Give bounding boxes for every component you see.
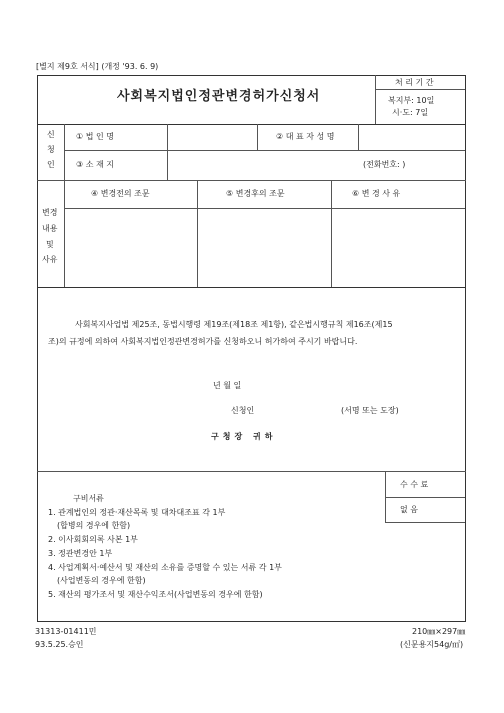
applicant-side-label-2: 청: [47, 145, 55, 154]
rep-name-field[interactable]: [361, 127, 463, 147]
address-label: ③ 소 재 지: [76, 160, 114, 169]
changes-side-label-1: 변경: [42, 208, 58, 217]
address-field[interactable]: [170, 153, 350, 177]
applicant-side-label-3: 인: [47, 160, 55, 169]
col-before-header: ④ 변경전의 조문: [91, 189, 150, 198]
corp-name-field[interactable]: [170, 127, 254, 147]
after-article-field[interactable]: [199, 210, 329, 285]
document-item-2: 2. 이사회회의록 사본 1부: [48, 535, 138, 544]
document-item-5: 5. 재산의 평가조서 및 재산수익조서(사업변동의 경우에 한함): [48, 590, 263, 599]
body-text-line-2: 조)의 규정에 의하여 사회복지법인정관변경허가를 신청하오니 허가하여 주시기 바랍니다.: [48, 337, 358, 346]
document-item-3: 3. 정관변경안 1부: [48, 549, 113, 558]
processing-period-ministry: 복지부: 10일: [388, 96, 435, 105]
processing-period-label: 처 리 기 간: [395, 78, 434, 87]
signature-hint: (서명 또는 도장): [341, 406, 399, 415]
documents-heading: 구비서류: [73, 494, 104, 503]
phone-label: (전화번호: ): [363, 160, 406, 169]
before-article-field[interactable]: [66, 210, 195, 285]
body-text-line-1: 사회복지사업법 제25조, 동법시행령 제19조(제18조 제1항), 같은법시행규칙 제16조(제15: [75, 320, 393, 329]
applicant-signature-label: 신청인: [231, 406, 255, 415]
document-item-4-note: (사업변동의 경우에 한함): [57, 576, 146, 585]
date-line: 년 월 일: [213, 381, 242, 390]
changes-side-label-2: 내용: [42, 224, 58, 233]
rep-name-label: ② 대 표 자 성 명: [276, 132, 335, 141]
fee-label: 수 수 료: [400, 480, 429, 489]
changes-side-label-3: 및: [46, 240, 54, 249]
fee-value: 없 음: [400, 505, 418, 514]
footer-paper-size: 210㎜×297㎜: [412, 627, 466, 636]
addressee: 구청장 귀하: [211, 432, 277, 441]
footer-form-code: 31313-01411민: [35, 627, 97, 636]
processing-period-city: 시·도: 7일: [392, 108, 429, 117]
corp-name-label: ① 법 인 명: [76, 132, 114, 141]
document-item-1-note: (합병의 경우에 한함): [57, 521, 131, 530]
col-reason-header: ⑥ 변 경 사 유: [352, 189, 401, 198]
footer-approval-date: 93.5.25.승인: [35, 640, 84, 649]
footer-paper-type: (신문용지54g/㎡): [400, 640, 464, 649]
document-item-1: 1. 관계법인의 정관·재산목록 및 대차대조표 각 1부: [48, 508, 226, 517]
reason-field[interactable]: [333, 210, 463, 285]
form-header: [별지 제9호 서식] (개정 '93. 6. 9): [36, 62, 159, 71]
applicant-signature-field[interactable]: [265, 402, 335, 418]
applicant-side-label-1: 신: [47, 130, 55, 139]
form-title: 사회복지법인정관변경허가신청서: [117, 89, 321, 104]
col-after-header: ⑤ 변경후의 조문: [226, 189, 285, 198]
changes-side-label-4: 사유: [42, 255, 58, 264]
document-item-4: 4. 사업계획서·예산서 및 재산의 소유를 증명할 수 있는 서류 각 1부: [48, 563, 282, 572]
